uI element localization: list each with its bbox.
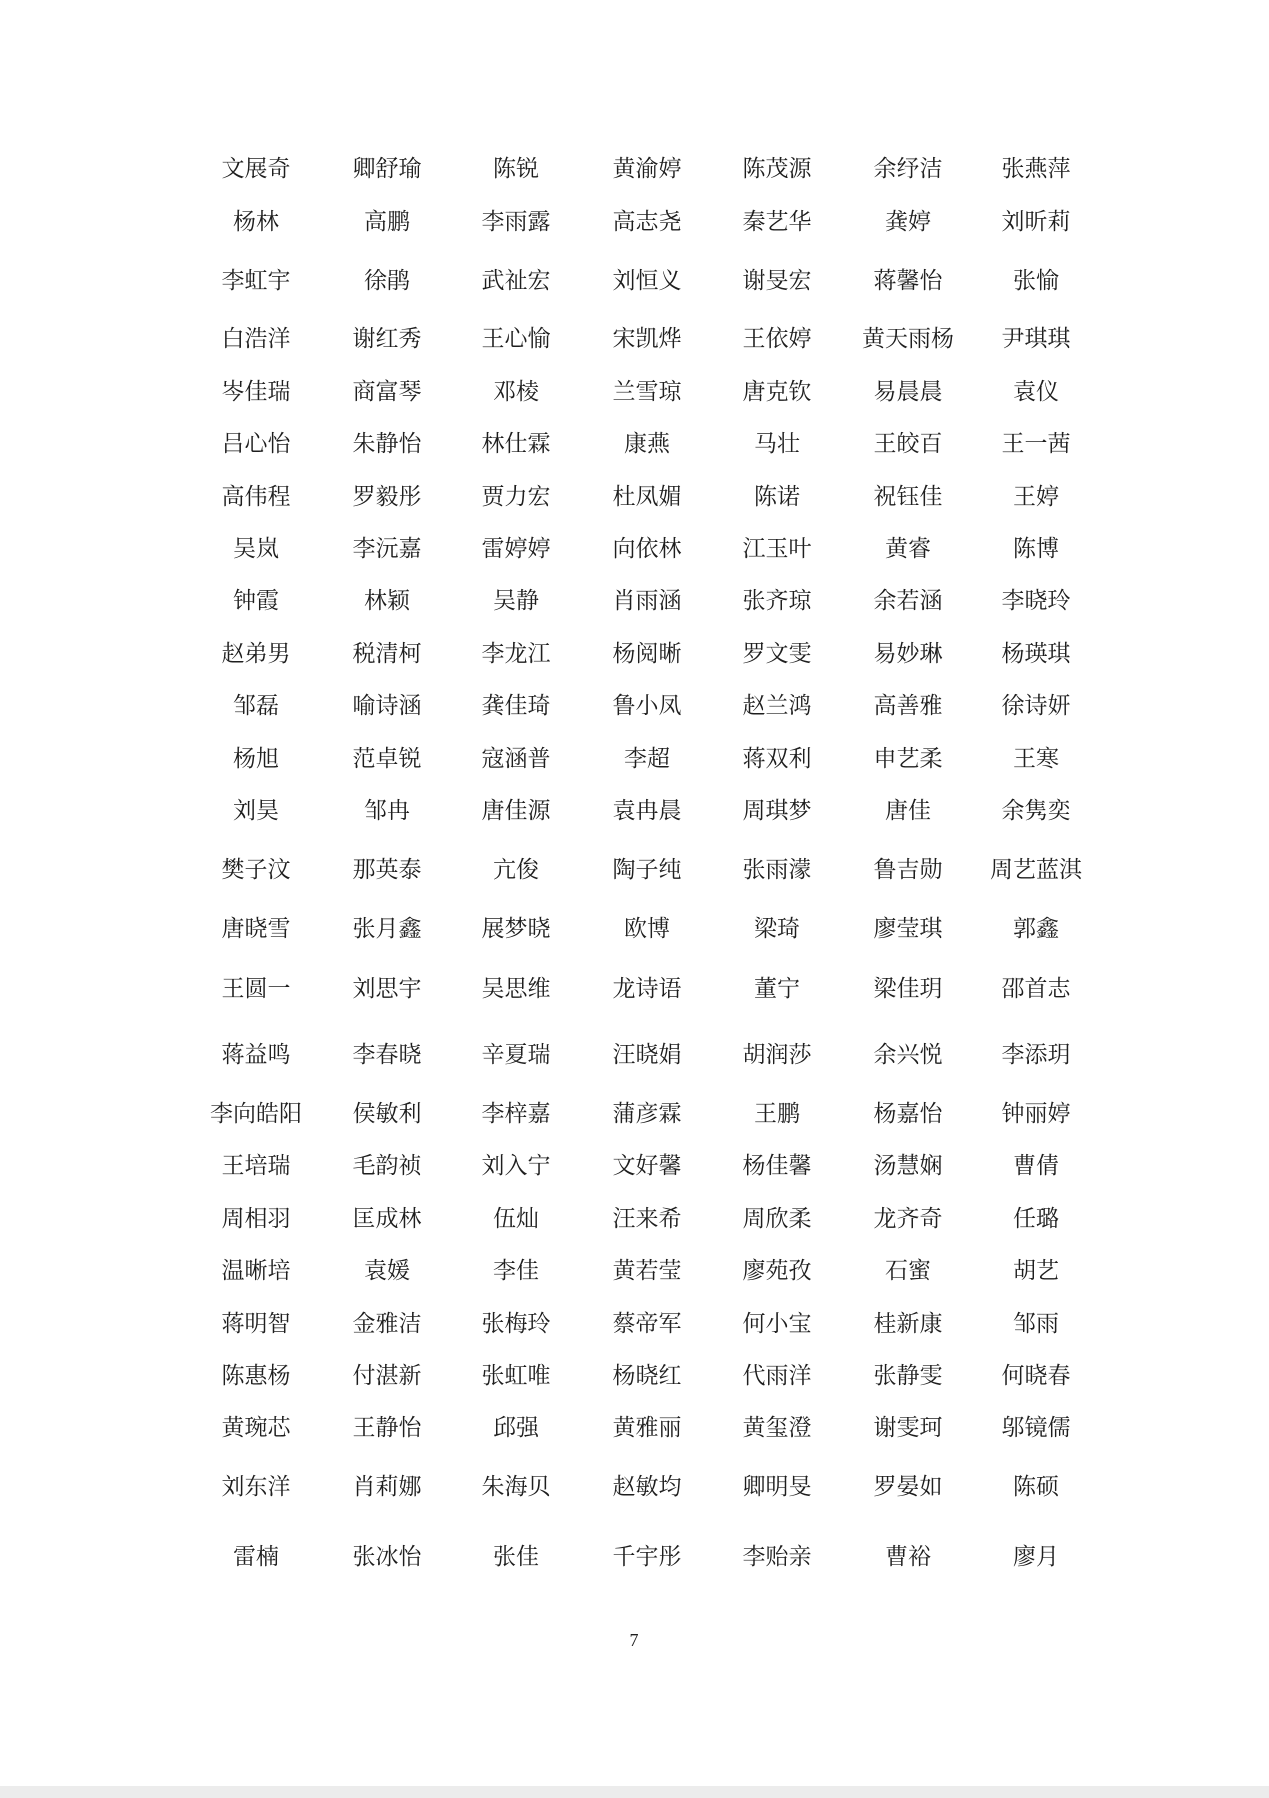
name-cell: 康燕 <box>624 431 670 457</box>
name-cell: 侯敏利 <box>352 1101 422 1127</box>
name-cell: 高志尧 <box>612 209 682 235</box>
name-cell: 杨林 <box>233 209 279 235</box>
name-cell: 王鹏 <box>754 1101 800 1127</box>
name-cell: 张佳 <box>493 1544 539 1570</box>
name-cell: 蒲彦霖 <box>612 1101 682 1127</box>
name-cell: 王心愉 <box>481 326 551 352</box>
name-cell: 王静怡 <box>352 1415 422 1441</box>
name-cell: 蒋双利 <box>742 746 812 772</box>
name-cell: 税清柯 <box>352 641 422 667</box>
name-cell: 吴思维 <box>481 976 551 1002</box>
name-cell: 廖月 <box>1013 1544 1059 1570</box>
name-cell: 杜凤媚 <box>612 484 682 510</box>
name-cell: 张静雯 <box>873 1363 943 1389</box>
name-cell: 张梅玲 <box>481 1311 551 1337</box>
name-row <box>0 324 1269 354</box>
name-cell: 杨瑛琪 <box>1001 641 1071 667</box>
name-cell: 陈锐 <box>493 156 539 182</box>
name-cell: 易妙琳 <box>873 641 943 667</box>
name-cell: 梁佳玥 <box>873 976 943 1002</box>
name-cell: 亢俊 <box>493 857 539 883</box>
name-cell: 张冰怡 <box>352 1544 422 1570</box>
name-cell: 唐克钦 <box>742 379 812 405</box>
name-cell: 龚婷 <box>885 209 931 235</box>
name-row <box>0 1099 1269 1129</box>
name-cell: 贾力宏 <box>481 484 551 510</box>
name-cell: 高善雅 <box>873 693 943 719</box>
name-cell: 寇涵普 <box>481 746 551 772</box>
name-cell: 卿舒瑜 <box>352 156 422 182</box>
page-number: 7 <box>629 1630 639 1650</box>
name-cell: 任璐 <box>1013 1206 1059 1232</box>
name-row <box>0 586 1269 616</box>
name-cell: 杨佳馨 <box>742 1153 812 1179</box>
name-cell: 王寒 <box>1013 746 1059 772</box>
name-cell: 谢旻宏 <box>742 268 812 294</box>
name-cell: 申艺柔 <box>873 746 943 772</box>
name-cell: 罗文雯 <box>742 641 812 667</box>
name-cell: 汪晓娟 <box>612 1042 682 1068</box>
name-cell: 周欣柔 <box>742 1206 812 1232</box>
name-row <box>0 1204 1269 1234</box>
name-cell: 张愉 <box>1013 268 1059 294</box>
name-cell: 朱静怡 <box>352 431 422 457</box>
name-cell: 杨阅晰 <box>612 641 682 667</box>
name-cell: 王皎百 <box>873 431 943 457</box>
name-cell: 张雨濛 <box>742 857 812 883</box>
name-cell: 唐晓雪 <box>221 916 291 942</box>
name-cell: 张燕萍 <box>1001 156 1071 182</box>
name-cell: 黄雅丽 <box>612 1415 682 1441</box>
name-cell: 刘东洋 <box>221 1474 291 1500</box>
name-cell: 余纾洁 <box>873 156 943 182</box>
name-cell: 余若涵 <box>873 588 943 614</box>
name-cell: 林仕霖 <box>481 431 551 457</box>
name-row <box>0 154 1269 184</box>
name-cell: 展梦晓 <box>481 916 551 942</box>
name-cell: 龚佳琦 <box>481 693 551 719</box>
name-cell: 周相羽 <box>221 1206 291 1232</box>
name-cell: 王培瑞 <box>221 1153 291 1179</box>
name-cell: 汪来希 <box>612 1206 682 1232</box>
name-cell: 张齐琼 <box>742 588 812 614</box>
name-cell: 钟霞 <box>233 588 279 614</box>
name-cell: 周琪梦 <box>742 798 812 824</box>
name-cell: 文好馨 <box>612 1153 682 1179</box>
name-row <box>0 691 1269 721</box>
name-row <box>0 1309 1269 1339</box>
name-cell: 尹琪琪 <box>1001 326 1071 352</box>
name-cell: 邱强 <box>493 1415 539 1441</box>
name-cell: 邵首志 <box>1001 976 1071 1002</box>
name-cell: 李贻亲 <box>742 1544 812 1570</box>
name-cell: 刘昊 <box>233 798 279 824</box>
name-cell: 吴静 <box>493 588 539 614</box>
name-cell: 那英泰 <box>352 857 422 883</box>
name-cell: 杨嘉怡 <box>873 1101 943 1127</box>
name-cell: 蒋益鸣 <box>221 1042 291 1068</box>
name-cell: 向依林 <box>612 536 682 562</box>
name-row <box>0 482 1269 512</box>
name-row <box>0 744 1269 774</box>
name-row <box>0 1256 1269 1286</box>
name-cell: 王依婷 <box>742 326 812 352</box>
name-cell: 代雨洋 <box>742 1363 812 1389</box>
name-row <box>0 1542 1269 1572</box>
name-cell: 肖莉娜 <box>352 1474 422 1500</box>
name-cell: 陈惠杨 <box>221 1363 291 1389</box>
name-cell: 易晨晨 <box>873 379 943 405</box>
name-cell: 陈诺 <box>754 484 800 510</box>
name-cell: 肖雨涵 <box>612 588 682 614</box>
name-cell: 刘入宁 <box>481 1153 551 1179</box>
name-cell: 雷楠 <box>233 1544 279 1570</box>
name-cell: 马壮 <box>754 431 800 457</box>
name-cell: 千宇彤 <box>612 1544 682 1570</box>
name-cell: 周艺蓝淇 <box>990 857 1082 883</box>
name-cell: 蔡帝军 <box>612 1311 682 1337</box>
name-cell: 张月鑫 <box>352 916 422 942</box>
name-cell: 廖苑孜 <box>742 1258 812 1284</box>
name-cell: 陶子纯 <box>612 857 682 883</box>
name-cell: 王圆一 <box>221 976 291 1002</box>
name-row <box>0 855 1269 885</box>
name-cell: 胡润莎 <box>742 1042 812 1068</box>
name-cell: 喻诗涵 <box>352 693 422 719</box>
name-cell: 江玉叶 <box>742 536 812 562</box>
name-cell: 邹冉 <box>364 798 410 824</box>
name-cell: 高鹏 <box>364 209 410 235</box>
name-cell: 李向皓阳 <box>210 1101 302 1127</box>
name-cell: 钟丽婷 <box>1001 1101 1071 1127</box>
name-cell: 王婷 <box>1013 484 1059 510</box>
name-cell: 匡成林 <box>352 1206 422 1232</box>
name-cell: 汤慧娴 <box>873 1153 943 1179</box>
name-cell: 龙诗语 <box>612 976 682 1002</box>
name-cell: 董宁 <box>754 976 800 1002</box>
name-cell: 欧博 <box>624 916 670 942</box>
name-cell: 赵兰鸿 <box>742 693 812 719</box>
name-cell: 鲁小凤 <box>612 693 682 719</box>
name-cell: 李龙江 <box>481 641 551 667</box>
name-cell: 王一茜 <box>1001 431 1071 457</box>
name-cell: 刘思宇 <box>352 976 422 1002</box>
name-cell: 赵弟男 <box>221 641 291 667</box>
name-cell: 邹雨 <box>1013 1311 1059 1337</box>
name-cell: 廖莹琪 <box>873 916 943 942</box>
name-row <box>0 1361 1269 1391</box>
name-cell: 郭鑫 <box>1013 916 1059 942</box>
name-cell: 何小宝 <box>742 1311 812 1337</box>
name-cell: 毛韵祯 <box>352 1153 422 1179</box>
name-cell: 余隽奕 <box>1001 798 1071 824</box>
name-cell: 赵敏均 <box>612 1474 682 1500</box>
name-cell: 刘昕莉 <box>1001 209 1071 235</box>
name-cell: 商富琴 <box>352 379 422 405</box>
name-cell: 林颖 <box>364 588 410 614</box>
name-cell: 蒋明智 <box>221 1311 291 1337</box>
name-row <box>0 534 1269 564</box>
name-cell: 李晓玲 <box>1001 588 1071 614</box>
name-cell: 兰雪琼 <box>612 379 682 405</box>
name-row <box>0 207 1269 237</box>
name-cell: 李沅嘉 <box>352 536 422 562</box>
name-cell: 杨晓红 <box>612 1363 682 1389</box>
name-cell: 李超 <box>624 746 670 772</box>
name-cell: 黄渝婷 <box>612 156 682 182</box>
name-row <box>0 377 1269 407</box>
name-cell: 陈硕 <box>1013 1474 1059 1500</box>
name-cell: 邹磊 <box>233 693 279 719</box>
name-cell: 范卓锐 <box>352 746 422 772</box>
name-cell: 曹裕 <box>885 1544 931 1570</box>
name-cell: 曹倩 <box>1013 1153 1059 1179</box>
name-cell: 邬镜儒 <box>1001 1415 1071 1441</box>
name-cell: 余兴悦 <box>873 1042 943 1068</box>
name-cell: 李雨露 <box>481 209 551 235</box>
name-cell: 唐佳 <box>885 798 931 824</box>
name-cell: 黄琬芯 <box>221 1415 291 1441</box>
name-row <box>0 1040 1269 1070</box>
name-cell: 谢雯珂 <box>873 1415 943 1441</box>
name-cell: 徐诗妍 <box>1001 693 1071 719</box>
name-cell: 高伟程 <box>221 484 291 510</box>
name-cell: 李虹宇 <box>221 268 291 294</box>
name-row <box>0 796 1269 826</box>
name-row <box>0 914 1269 944</box>
name-cell: 辛夏瑞 <box>481 1042 551 1068</box>
name-row <box>0 974 1269 1004</box>
name-cell: 李佳 <box>493 1258 539 1284</box>
name-cell: 卿明旻 <box>742 1474 812 1500</box>
name-cell: 陈茂源 <box>742 156 812 182</box>
name-cell: 李添玥 <box>1001 1042 1071 1068</box>
name-cell: 罗晏如 <box>873 1474 943 1500</box>
name-cell: 文展奇 <box>221 156 291 182</box>
name-cell: 白浩洋 <box>221 326 291 352</box>
name-cell: 罗毅彤 <box>352 484 422 510</box>
name-cell: 吴岚 <box>233 536 279 562</box>
name-cell: 祝钰佳 <box>873 484 943 510</box>
name-cell: 付湛新 <box>352 1363 422 1389</box>
name-cell: 杨旭 <box>233 746 279 772</box>
name-cell: 谢红秀 <box>352 326 422 352</box>
name-cell: 黄玺澄 <box>742 1415 812 1441</box>
name-cell: 黄天雨杨 <box>862 326 954 352</box>
name-cell: 张虹唯 <box>481 1363 551 1389</box>
name-cell: 胡艺 <box>1013 1258 1059 1284</box>
name-cell: 黄若莹 <box>612 1258 682 1284</box>
name-row <box>0 639 1269 669</box>
name-row <box>0 1151 1269 1181</box>
name-cell: 秦艺华 <box>742 209 812 235</box>
name-cell: 伍灿 <box>493 1206 539 1232</box>
name-cell: 樊子汶 <box>221 857 291 883</box>
name-cell: 李春晓 <box>352 1042 422 1068</box>
name-cell: 陈博 <box>1013 536 1059 562</box>
name-cell: 徐鹃 <box>364 268 410 294</box>
name-cell: 龙齐奇 <box>873 1206 943 1232</box>
name-cell: 石蜜 <box>885 1258 931 1284</box>
page-bottom-edge <box>0 1786 1269 1798</box>
name-cell: 梁琦 <box>754 916 800 942</box>
name-cell: 桂新康 <box>873 1311 943 1337</box>
name-cell: 袁媛 <box>364 1258 410 1284</box>
name-row <box>0 1472 1269 1502</box>
name-cell: 温晰培 <box>221 1258 291 1284</box>
name-cell: 岑佳瑞 <box>221 379 291 405</box>
name-row <box>0 1413 1269 1443</box>
name-cell: 何晓春 <box>1001 1363 1071 1389</box>
name-row <box>0 266 1269 296</box>
name-cell: 邓棱 <box>493 379 539 405</box>
name-cell: 李梓嘉 <box>481 1101 551 1127</box>
name-cell: 唐佳源 <box>481 798 551 824</box>
name-cell: 黄睿 <box>885 536 931 562</box>
name-cell: 武祉宏 <box>481 268 551 294</box>
name-cell: 雷婷婷 <box>481 536 551 562</box>
name-cell: 刘恒义 <box>612 268 682 294</box>
name-cell: 袁仪 <box>1013 379 1059 405</box>
name-cell: 宋凯烨 <box>612 326 682 352</box>
name-cell: 金雅洁 <box>352 1311 422 1337</box>
name-row <box>0 429 1269 459</box>
name-cell: 吕心怡 <box>221 431 291 457</box>
name-cell: 袁冉晨 <box>612 798 682 824</box>
name-cell: 蒋馨怡 <box>873 268 943 294</box>
name-cell: 鲁吉勋 <box>873 857 943 883</box>
name-cell: 朱海贝 <box>481 1474 551 1500</box>
